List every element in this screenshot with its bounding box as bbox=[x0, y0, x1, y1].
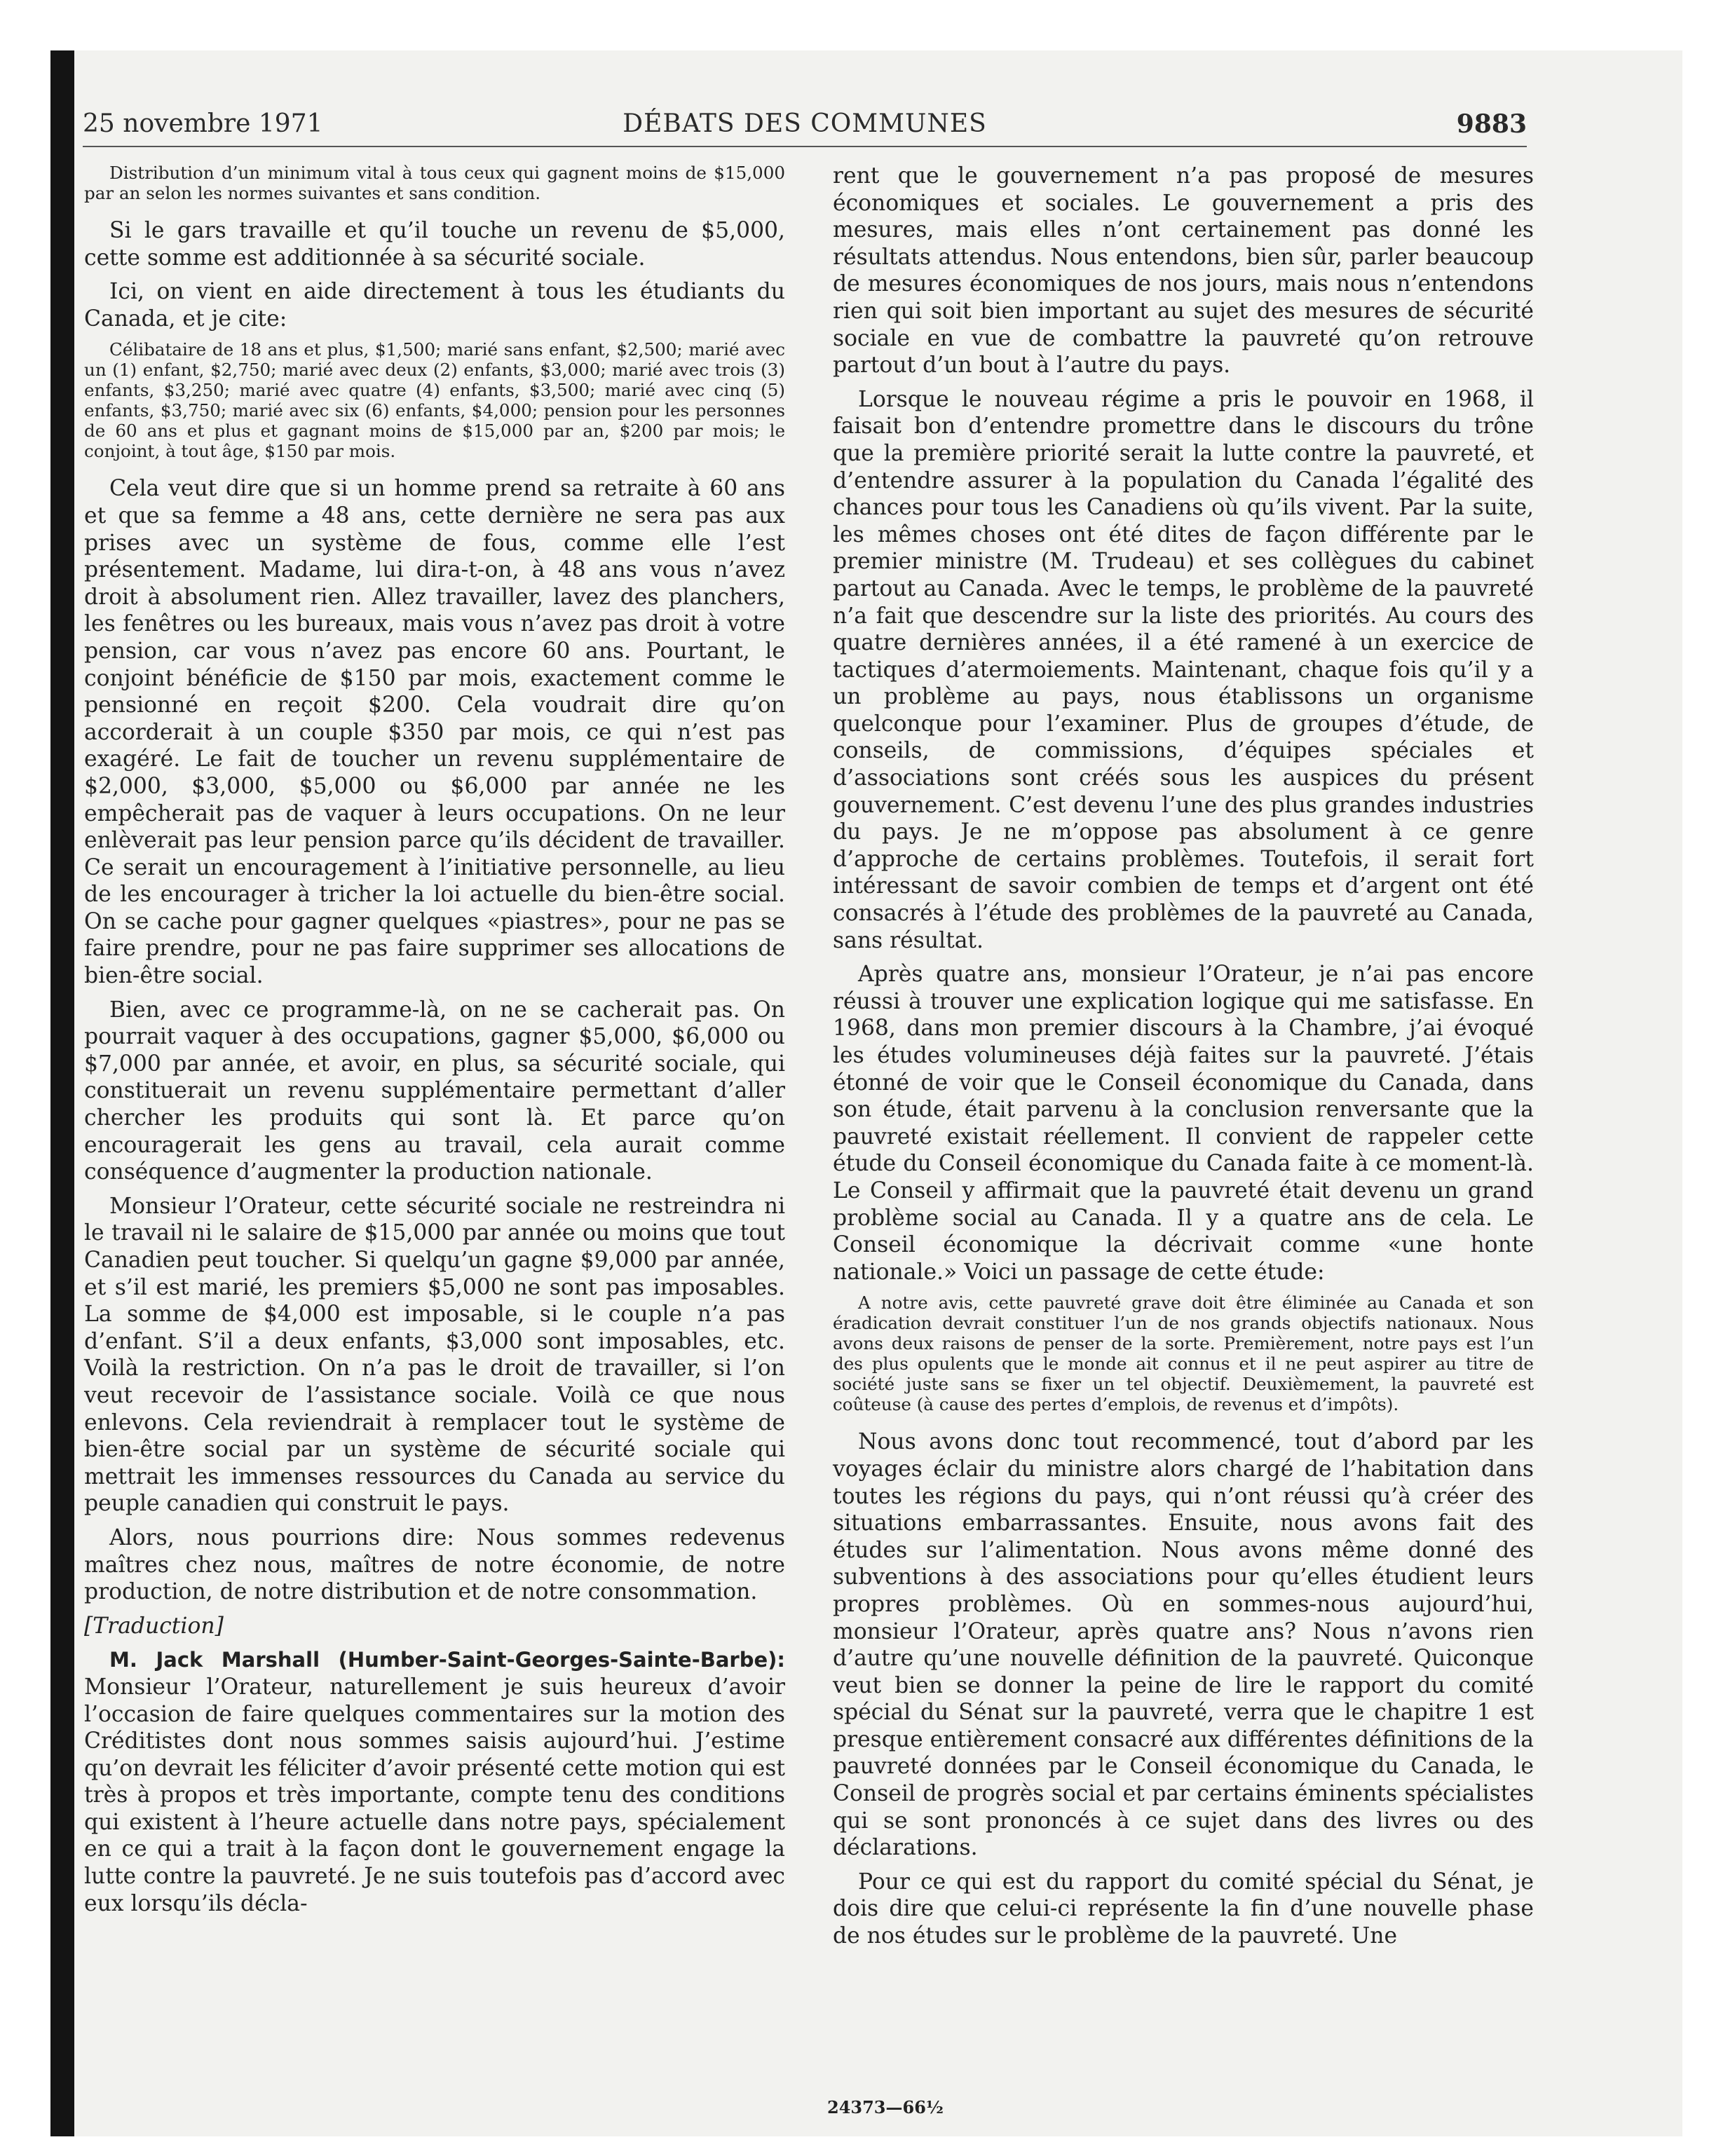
paragraph: Lorsque le nouveau régime a pris le pouvoir en 1968, il faisait bon d’entendre promettre dans le discours du trône que la première priorité serait la lutte contre la pauvreté, et d’entendre assurer à la population du Canada l’égalité des chances pour tous les Canadiens où qu’ils vivent. Par la suite, les mêmes choses ont été dites de façon différente par le premier ministre (M. Trudeau) et ses collègues du cabinet partout au Canada. Avec le temps, le problème de la pauvreté n’a fait que descendre sur la liste des priorités. Au cours des quatre dernières années, il a été ramené à un exercice de tactiques d’atermoiements. Maintenant, chaque fois qu’il y a un problème au pays, nous établissons un organisme quelconque pour l’examiner. Plus de groupes d’étude, de conseils, de commissions, d’équipes spéciales et d’associations sont créés sous les auspices du présent gouvernement. C’est devenu l’une des plus grandes industries du pays. Je ne m’oppose pas absolument à ce genre d’approche de certains problèmes. Toutefois, il serait fort intéressant de savoir combien de temps et d’argent ont été consacrés à l’étude des problèmes de la pauvreté au Canada, sans résultat. bbox=[833, 386, 1534, 953]
paragraph: Si le gars travaille et qu’il touche un revenu de $5,000, cette somme est additionnée à sa sécurité sociale. bbox=[84, 218, 785, 271]
left-column bbox=[84, 163, 785, 1924]
paragraph: Alors, nous pourrions dire: Nous sommes redevenus maîtres chez nous, maîtres de notre économie, de notre production, de notre distribution et de notre consommation. bbox=[84, 1524, 785, 1605]
quote-paragraph: Distribution d’un minimum vital à tous ceux qui gagnent moins de $15,000 par an selon les normes suivantes et sans condition. bbox=[84, 163, 785, 203]
speaker-name: M. Jack Marshall (Humber-Saint-Georges-Sainte-Barbe): bbox=[109, 1648, 785, 1672]
quote-paragraph: A notre avis, cette pauvreté grave doit être éliminée au Canada et son éradication devrait constituer l’un de nos grands objectifs nationaux. Nous avons deux raisons de penser de la sorte. Premièrement, notre pays est l’un des plus opulents que le monde ait connus et il ne peut aspirer au titre de société juste sans se fixer un tel objectif. Deuxièmement, la pauvreté est coûteuse (à cause des pertes d’emplois, de revenus et d’impôts). bbox=[833, 1292, 1534, 1415]
paragraph: Après quatre ans, monsieur l’Orateur, je n’ai pas encore réussi à trouver une explication logique qui me satisfasse. En 1968, dans mon premier discours à la Chambre, j’ai évoqué les études volumineuses déjà faites sur la pauvreté. J’étais étonné de voir que le Conseil économique du Canada, dans son étude, était parvenu à la conclusion renversante que la pauvreté existait réellement. Il convient de rappeler cette étude du Conseil économique du Canada faite à ce moment-là. Le Conseil y affirmait que la pauvreté était devenu un grand problème social au Canada. Il y a quatre ans de cela. Le Conseil économique la décrivait comme «une honte nationale.» Voici un passage de cette étude: bbox=[833, 962, 1534, 1285]
paragraph: Nous avons donc tout recommencé, tout d’abord par les voyages éclair du ministre alors chargé de l’habitation dans toutes les régions du pays, qui n’ont réussi qu’à créer des situations embarrassantes. Ensuite, nous avons fait des études sur l’alimentation. Nous avons même donné des subventions à des associations pour qu’elles étudient leurs propres problèmes. Où en sommes-nous aujourd’hui, monsieur l’Orateur, après quatre ans? Nous n’avons rien d’autre qu’une nouvelle définition de la pauvreté. Quiconque veut bien se donner la peine de lire le rapport du comité spécial du Sénat sur la pauvreté, verra que le chapitre 1 est presque entièrement consacré aux différentes définitions de la pauvreté données par le Conseil économique du Canada, le Conseil de progrès social et par certains éminents spécialistes qui se sont prononcés à ce sujet dans des livres ou des déclarations. bbox=[833, 1429, 1534, 1861]
page-header bbox=[83, 107, 1527, 147]
paragraph: Bien, avec ce programme-là, on ne se cacherait pas. On pourrait vaquer à des occupations, gagner $5,000, $6,000 ou $7,000 par année, et avoir, en plus, sa sécurité sociale, qui constituerait un revenu supplémentaire permettant d’aller chercher les produits qui sont là. Et parce qu’on encouragerait les gens au travail, cela aurait comme conséquence d’augmenter la production nationale. bbox=[84, 997, 785, 1185]
header-date: 25 novembre 1971 bbox=[83, 109, 323, 138]
quote-paragraph: Célibataire de 18 ans et plus, $1,500; marié sans enfant, $2,500; marié avec un (1) enfant, $2,750; marié avec deux (2) enfants, $3,000; marié avec trois (3) enfants, $3,250; marié avec quatre (4) enfants, $3,500; marié avec cinq (5) enfants, $3,750; marié avec six (6) enfants, $4,000; pension pour les personnes de 60 ans et plus et gagnant moins de $15,000 par an, $200 par mois; le conjoint, à tout âge, $150 par mois. bbox=[84, 339, 785, 462]
paragraph: Monsieur l’Orateur, cette sécurité sociale ne restreindra ni le travail ni le salaire de $15,000 par année ou moins que tout Canadien peut toucher. Si quelqu’un gagne $9,000 par année, et s’il est marié, les premiers $5,000 ne sont pas imposables. La somme de $4,000 est imposable, si le couple n’a pas d’enfant. S’il a deux enfants, $3,000 sont imposables, etc. Voilà la restriction. On n’a pas le droit de travailler, si l’on veut recevoir de l’assistance sociale. Voilà ce que nous enlevons. Cela reviendrait à remplacer tout le système de bien-être social par un système de sécurité sociale qui mettrait les immenses ressources du Canada au service du peuple canadien qui construit le pays. bbox=[84, 1193, 785, 1517]
speech-text: Monsieur l’Orateur, naturellement je suis heureux d’avoir l’occasion de faire quelques commentaires sur la motion des Créditistes dont nous sommes saisis aujourd’hui. J’estime qu’on devrait les féliciter d’avoir présenté cette motion qui est très à propos et très importante, compte tenu des conditions qui existent à l’heure actuelle dans notre pays, spécialement en ce qui a trait à la façon dont le gouvernement engage la lutte contre la pauvreté. Je ne suis toutefois pas d’accord avec eux lorsqu’ils décla- bbox=[84, 1674, 785, 1916]
translation-note: [Traduction] bbox=[84, 1613, 224, 1639]
right-column bbox=[833, 163, 1534, 1957]
printer-signature: 24373—66½ bbox=[827, 2097, 944, 2117]
paragraph: rent que le gouvernement n’a pas proposé de mesures économiques et sociales. Le gouvernement a pris des mesures, mais elles n’ont certainement pas donné les résultats attendus. Nous entendons, bien sûr, parler beaucoup de mesures économiques de nos jours, mais nous n’entendons rien qui soit bien important au sujet des mesures de sécurité sociale en vue de combattre la pauvreté qu’on retrouve partout d’un bout à l’autre du pays. bbox=[833, 163, 1534, 378]
paragraph: Pour ce qui est du rapport du comité spécial du Sénat, je dois dire que celui-ci représente la fin d’une nouvelle phase de nos études sur le problème de la pauvreté. Une bbox=[833, 1869, 1534, 1949]
speaker-paragraph bbox=[84, 1646, 785, 1917]
header-title: DÉBATS DES COMMUNES bbox=[622, 109, 987, 138]
paragraph: Ici, on vient en aide directement à tous les étudiants du Canada, et je cite: bbox=[84, 279, 785, 332]
header-page-number: 9883 bbox=[1456, 109, 1527, 139]
scan-edge bbox=[50, 50, 74, 2136]
paragraph: Cela veut dire que si un homme prend sa retraite à 60 ans et que sa femme a 48 ans, cette dernière ne sera pas aux prises avec un système de fous, comme elle l’est présentement. Madame, lui dira-t-on, à 48 ans vous n’avez droit à absolument rien. Allez travailler, lavez des planchers, les fenêtres ou les bureaux, mais vous n’avez pas droit à votre pension, car vous n’avez pas encore 60 ans. Pourtant, le conjoint bénéficie de $150 par mois, exactement comme le pensionné en reçoit $200. Cela voudrait dire qu’on accorderait à un couple $350 par mois, ce qui n’est pas exagéré. Le fait de toucher un revenu supplémentaire de $2,000, $3,000, $5,000 ou $6,000 par année ne les empêcherait pas de vaquer à leurs occupations. On ne leur enlèverait pas leur pension parce qu’ils décident de travailler. Ce serait un encouragement à l’initiative personnelle, au lieu de les encourager à tricher la loi actuelle du bien-être social. On se cache pour gagner quelques «piastres», pour ne pas se faire prendre, pour ne pas faire supprimer ses allocations de bien-être social. bbox=[84, 476, 785, 989]
